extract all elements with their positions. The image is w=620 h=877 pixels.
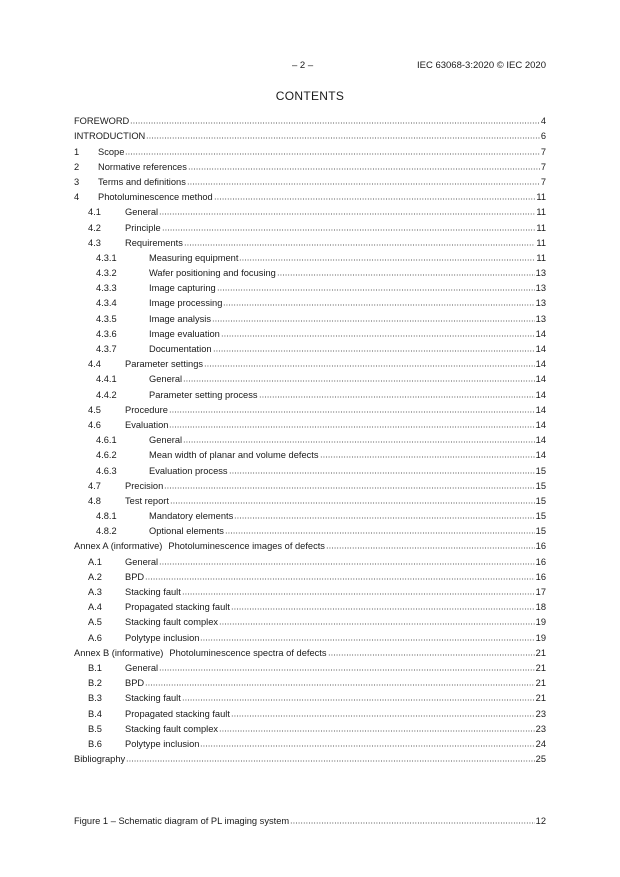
toc-entry-page: 16: [535, 571, 546, 582]
figure-entry-1[interactable]: [74, 812, 546, 827]
dot-leader: [221, 334, 535, 338]
toc-entry-number: Annex B (informative): [74, 647, 164, 658]
toc-entry-title: Wafer positioning and focusing: [149, 268, 276, 279]
toc-entry-page: 11: [536, 192, 546, 203]
toc-entry-title: Image analysis: [149, 313, 212, 324]
toc-entry-title: Image evaluation: [149, 328, 220, 339]
toc-entry-number: 4.3.3: [96, 283, 117, 294]
toc-entry-number: 4.3.7: [96, 344, 117, 354]
toc-entry-4-8[interactable]: [74, 492, 546, 507]
toc-entry-number: 4.3.1: [96, 252, 117, 263]
toc-entry-b-5[interactable]: [74, 720, 546, 735]
dot-leader: [183, 379, 535, 383]
dot-leader: [159, 668, 535, 672]
toc-entry-title: Parameter setting process: [149, 389, 258, 400]
page-header: [0, 60, 620, 74]
dot-leader: [169, 410, 535, 414]
toc-entry-page: 14: [535, 344, 546, 354]
toc-entry-number: B.1: [88, 662, 102, 673]
dot-leader: [290, 821, 535, 825]
dot-leader: [187, 182, 540, 186]
dot-leader: [164, 486, 534, 490]
toc-entry-annex-a[interactable]: [74, 537, 546, 552]
toc-entry-page: 21: [535, 678, 546, 689]
toc-entry-number: 4.7: [88, 480, 101, 491]
toc-entry-page: 16: [535, 556, 546, 567]
toc-entry-4-3-3[interactable]: [74, 279, 546, 294]
toc-entry-4-6-2[interactable]: [74, 446, 546, 461]
dot-leader: [219, 729, 535, 733]
toc-entry-4-2[interactable]: [74, 218, 546, 233]
page-number: – 2 –: [292, 60, 314, 71]
toc-entry-4-3-2[interactable]: [74, 264, 546, 279]
toc-entry-a-4[interactable]: [74, 598, 546, 613]
contents-heading: CONTENTS: [275, 89, 345, 103]
toc-entry-bibliography[interactable]: [74, 750, 546, 765]
toc-entry-page: 24: [535, 738, 546, 749]
toc-entry-b-3[interactable]: [74, 689, 546, 704]
toc-entry-4-4[interactable]: [74, 355, 546, 370]
dot-leader: [188, 167, 540, 171]
toc-entry-title: Image capturing: [149, 283, 216, 294]
toc-entry-4-4-1[interactable]: [74, 370, 546, 385]
toc-entry-page: 21: [535, 647, 546, 658]
toc-entry-number: A.4: [88, 602, 102, 613]
toc-entry-1[interactable]: [74, 142, 546, 157]
dot-leader: [219, 622, 535, 626]
toc-entry-page: 11: [536, 252, 546, 263]
document-id: IEC 63068-3:2020 © IEC 2020: [416, 60, 546, 71]
dot-leader: [145, 577, 535, 581]
toc-entry-4-3[interactable]: [74, 234, 546, 249]
toc-entry-title: Principle: [125, 222, 161, 233]
toc-entry-4[interactable]: [74, 188, 546, 203]
toc-entry-number: 4.6: [88, 419, 101, 430]
toc-entry-title: Optional elements: [149, 526, 224, 537]
toc-entry-title: Evaluation: [125, 419, 169, 430]
dot-leader: [214, 197, 536, 201]
toc-entry-foreword[interactable]: [74, 112, 546, 127]
toc-entry-number: A.5: [88, 617, 102, 628]
toc-entry-title: Polytype inclusion: [125, 738, 200, 749]
dot-leader: [223, 303, 534, 307]
toc-entry-number: 4.8.2: [96, 526, 117, 537]
toc-entry-page: 25: [535, 754, 546, 765]
dot-leader: [212, 319, 535, 323]
dot-leader: [182, 592, 535, 596]
toc-entry-title: Precision: [125, 480, 164, 491]
toc-entry-4-6-3[interactable]: [74, 461, 546, 476]
toc-entry-page: 16: [535, 541, 546, 552]
toc-entry-page: 21: [535, 662, 546, 673]
toc-entry-title: General: [149, 435, 183, 446]
dot-leader: [146, 136, 540, 140]
toc-entry-annex-b[interactable]: [74, 644, 546, 659]
toc-entry-page: 13: [535, 298, 546, 309]
dot-leader: [320, 455, 535, 459]
dot-leader: [182, 698, 535, 702]
dot-leader: [162, 228, 536, 232]
dot-leader: [277, 273, 535, 277]
toc-entry-number: B.5: [88, 723, 102, 734]
toc-entry-title: INTRODUCTION: [74, 131, 146, 142]
dot-leader: [234, 516, 534, 520]
toc-entry-title: Photoluminescence spectra of defects: [169, 647, 327, 658]
toc-entry-title: Requirements: [125, 237, 183, 248]
toc-entry-title: BPD: [125, 678, 145, 689]
toc-entry-page: 14: [535, 389, 546, 400]
toc-entry-number: B.4: [88, 708, 102, 719]
toc-entry-3[interactable]: [74, 173, 546, 188]
toc-entry-title: General: [149, 374, 183, 385]
toc-entry-title: Documentation: [149, 344, 212, 354]
toc-entry-page: 23: [535, 708, 546, 719]
toc-entry-4-1[interactable]: [74, 203, 546, 218]
toc-entry-page: 4: [540, 116, 546, 127]
toc-entry-4-5[interactable]: [74, 401, 546, 416]
toc-entry-title: BPD: [125, 571, 145, 582]
toc-entry-page: 21: [535, 693, 546, 704]
toc-entry-4-3-4[interactable]: [74, 294, 546, 309]
dot-leader: [159, 212, 535, 216]
toc-entry-page: 17: [535, 587, 546, 597]
dot-leader: [213, 349, 535, 353]
toc-entry-title: Terms and definitions: [98, 176, 186, 187]
toc-entry-number: 4.8.1: [96, 511, 117, 522]
dot-leader: [159, 562, 535, 566]
toc-entry-title: General: [125, 207, 159, 218]
toc-entry-page: 14: [535, 404, 546, 415]
toc-entry-title: Measuring equipment: [149, 252, 239, 263]
toc-entry-b-1[interactable]: [74, 659, 546, 674]
toc-entry-page: 14: [535, 450, 546, 461]
dot-leader: [170, 501, 535, 505]
toc-entry-title: Scope: [98, 146, 125, 157]
toc-entry-title: Test report: [125, 495, 169, 506]
toc-entry-a-6[interactable]: [74, 628, 546, 643]
toc-entry-4-3-6[interactable]: [74, 325, 546, 340]
toc-entry-page: 15: [535, 495, 546, 506]
toc-entry-page: 23: [535, 723, 546, 734]
toc-entry-number: 4.6.2: [96, 450, 117, 461]
toc-entry-page: 7: [540, 161, 546, 172]
toc-entry-number: A.3: [88, 587, 102, 597]
toc-entry-number: A.2: [88, 571, 102, 582]
toc-entry-2[interactable]: [74, 158, 546, 173]
toc-entry-b-4[interactable]: [74, 704, 546, 719]
toc-entry-title: Mandatory elements: [149, 511, 234, 522]
toc-entry-number: 4: [74, 192, 80, 203]
toc-entry-title: Evaluation process: [149, 465, 228, 476]
toc-entry-4-8-2[interactable]: [74, 522, 546, 537]
toc-entry-page: 6: [540, 131, 546, 142]
toc-entry-number: 4.3.6: [96, 328, 117, 339]
toc-entry-page: 14: [535, 435, 546, 446]
toc-entry-number: B.6: [88, 738, 102, 749]
toc-entry-number: 4.4: [88, 359, 101, 370]
toc-entry-4-4-2[interactable]: [74, 385, 546, 400]
toc-entry-number: 4.4.2: [96, 389, 117, 400]
dot-leader: [231, 714, 535, 718]
toc-entry-number: Annex A (informative): [74, 541, 163, 552]
toc-entry-4-3-7[interactable]: [74, 340, 546, 355]
dot-leader: [204, 364, 535, 368]
dot-leader: [229, 471, 535, 475]
toc-entry-title: Polytype inclusion: [125, 632, 200, 643]
toc-entry-number: 1: [74, 146, 80, 157]
toc-entry-page: 14: [535, 374, 546, 385]
dot-leader: [217, 288, 535, 292]
toc-entry-page: 13: [535, 313, 546, 324]
toc-entry-4-8-1[interactable]: [74, 507, 546, 522]
toc-entry-introduction[interactable]: [74, 127, 546, 142]
toc-entry-page: 14: [535, 328, 546, 339]
dot-leader: [326, 546, 535, 550]
figure-entry-page: 12: [535, 816, 546, 827]
toc-entry-title: Photoluminescence images of defects: [168, 541, 325, 552]
toc-entry-title: Bibliography: [74, 754, 126, 765]
toc-entry-title: Stacking fault complex: [125, 723, 219, 734]
toc-entry-4-6-1[interactable]: [74, 431, 546, 446]
toc-entry-page: 15: [535, 480, 546, 491]
toc-entry-page: 14: [535, 419, 546, 430]
dot-leader: [231, 607, 535, 611]
toc-entry-4-6[interactable]: [74, 416, 546, 431]
toc-entry-title: Parameter settings: [125, 359, 204, 370]
toc-entry-a-1[interactable]: [74, 552, 546, 567]
toc-entry-page: 13: [535, 283, 546, 294]
toc-entry-number: 4.1: [88, 207, 101, 218]
dot-leader: [183, 440, 535, 444]
list-of-figures: [74, 812, 546, 827]
dot-leader: [200, 638, 534, 642]
toc-entry-b-6[interactable]: [74, 735, 546, 750]
toc-entry-page: 13: [535, 268, 546, 279]
toc-entry-title: Stacking fault complex: [125, 617, 219, 628]
toc-entry-page: 19: [535, 632, 546, 643]
toc-entry-title: Propagated stacking fault: [125, 602, 230, 613]
dot-leader: [239, 258, 535, 262]
toc-entry-title: Mean width of planar and volume defects: [149, 450, 319, 461]
toc-entry-a-5[interactable]: [74, 613, 546, 628]
toc-entry-title: General: [125, 662, 159, 673]
toc-entry-number: 4.3.5: [96, 313, 117, 324]
toc-entry-page: 15: [535, 465, 546, 476]
toc-entry-title: Photoluminescence method: [98, 192, 213, 203]
toc-entry-page: 19: [535, 617, 546, 628]
toc-entry-b-2[interactable]: [74, 674, 546, 689]
toc-entry-title: Procedure: [125, 404, 168, 415]
dot-leader: [328, 653, 535, 657]
toc-entry-number: 4.6.3: [96, 465, 117, 476]
toc-entry-number: 4.8: [88, 495, 101, 506]
toc-entry-page: 14: [535, 359, 546, 370]
toc-entry-number: A.1: [88, 556, 102, 567]
toc-entry-number: 4.3: [88, 237, 101, 248]
toc-entry-number: 2: [74, 161, 80, 172]
toc-entry-number: 4.2: [88, 222, 101, 233]
dot-leader: [169, 425, 534, 429]
toc-entry-number: 4.3.4: [96, 298, 117, 309]
toc-entry-4-3-1[interactable]: [74, 249, 546, 264]
toc-entry-title: General: [125, 556, 159, 567]
table-of-contents: [74, 112, 546, 765]
toc-entry-number: A.6: [88, 632, 102, 643]
dot-leader: [145, 683, 535, 687]
toc-entry-4-3-5[interactable]: [74, 309, 546, 324]
toc-entry-page: 7: [540, 176, 546, 187]
toc-entry-title: Propagated stacking fault: [125, 708, 230, 719]
toc-entry-page: 7: [540, 146, 546, 157]
dot-leader: [225, 531, 535, 535]
toc-entry-title: Stacking fault: [125, 587, 181, 597]
toc-entry-title: Stacking fault: [125, 693, 181, 704]
toc-entry-a-2[interactable]: [74, 568, 546, 583]
toc-entry-page: 11: [536, 237, 546, 248]
toc-entry-number: 3: [74, 176, 80, 187]
toc-entry-page: 11: [536, 207, 546, 218]
toc-entry-number: 4.6.1: [96, 435, 117, 446]
dot-leader: [200, 744, 534, 748]
toc-entry-page: 15: [535, 511, 546, 522]
toc-entry-page: 11: [536, 222, 546, 233]
toc-entry-number: 4.3.2: [96, 268, 117, 279]
toc-entry-4-7[interactable]: [74, 477, 546, 492]
toc-entry-page: 15: [535, 526, 546, 537]
dot-leader: [184, 243, 535, 247]
toc-entry-page: 18: [535, 602, 546, 613]
dot-leader: [126, 759, 534, 763]
toc-entry-number: B.2: [88, 678, 102, 689]
toc-entry-title: Image processing: [149, 298, 223, 309]
toc-entry-a-3[interactable]: [74, 583, 546, 598]
dot-leader: [125, 152, 539, 156]
dot-leader: [130, 121, 540, 125]
toc-entry-number: 4.4.1: [96, 374, 117, 385]
dot-leader: [259, 395, 535, 399]
toc-entry-number: 4.5: [88, 404, 101, 415]
toc-entry-number: B.3: [88, 693, 102, 704]
toc-entry-title: Normative references: [98, 161, 187, 172]
figure-entry-title: Figure 1 – Schematic diagram of PL imaging system: [74, 816, 290, 827]
toc-entry-title: FOREWORD: [74, 116, 130, 127]
